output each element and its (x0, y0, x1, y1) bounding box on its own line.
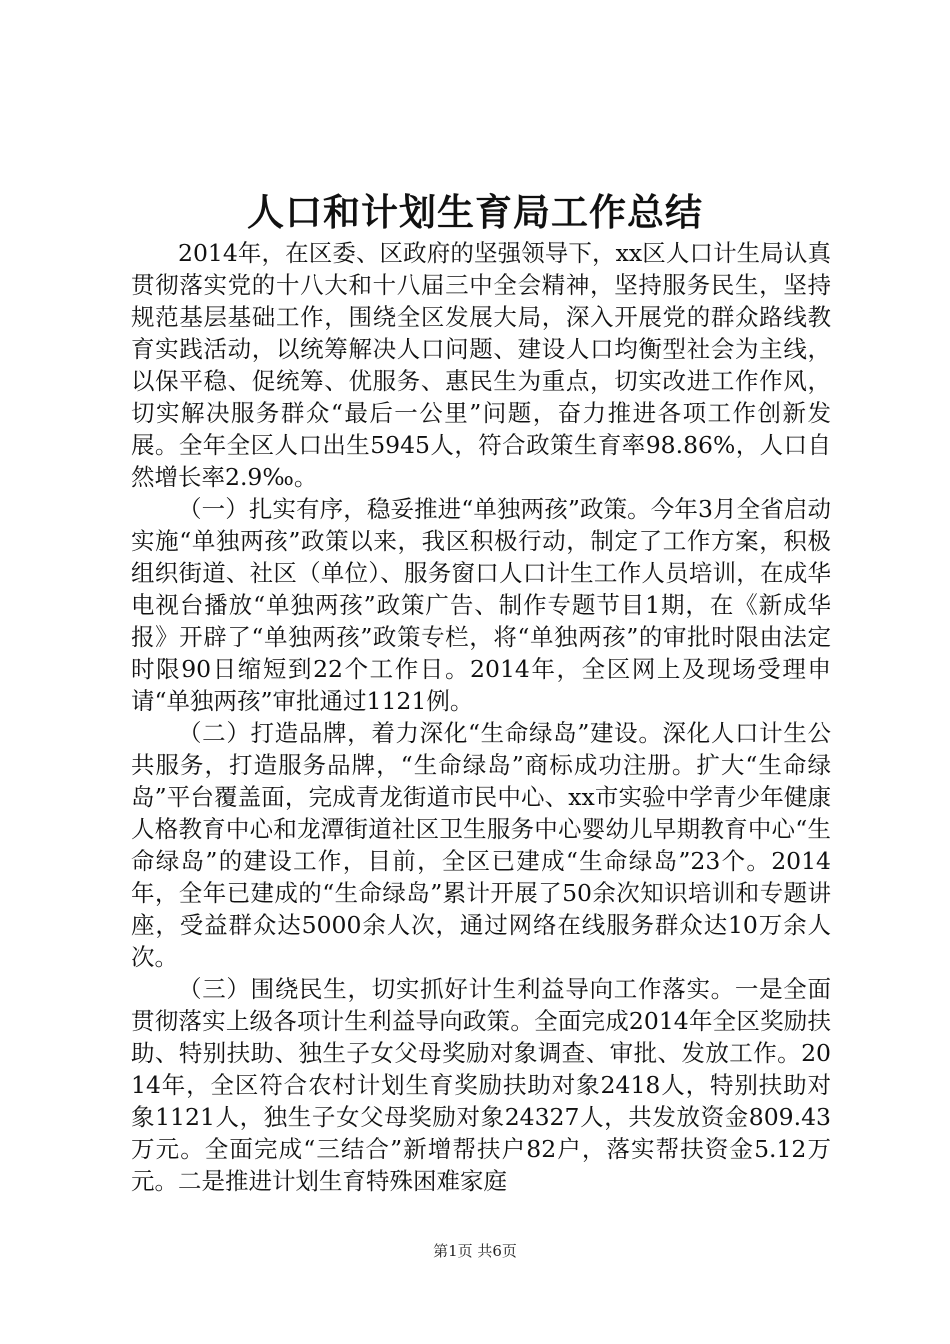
document-title: 人口和计划生育局工作总结 (247, 190, 703, 234)
paragraph-section-2: （二）打造品牌，着力深化“生命绿岛”建设。深化人口计生公共服务，打造服务品牌，“生命绿岛”商标成功注册。扩大“生命绿岛”平台覆盖面，完成青龙街道市民中心、xx市实验中学青少年健康人格教育中心和龙潭街道社区卫生服务中心婴幼儿早期教育中心“生命绿岛”的建设工作，目前，全区已建成“生命绿岛”23个。2014年，全年已建成的“生命绿岛”累计开展了50余次知识培训和专题讲座，受益群众达5000余人次，通过网络在线服务群众达10万余人次。 (131, 719, 831, 971)
paragraph-section-1: （一）扎实有序，稳妥推进“单独两孩”政策。今年3月全省启动实施“单独两孩”政策以来，我区积极行动，制定了工作方案，积极组织街道、社区（单位）、服务窗口人口计生工作人员培训，在成华电视台播放“单独两孩”政策广告、制作专题节目1期，在《新成华报》开辟了“单独两孩”政策专栏，将“单独两孩”的审批时限由法定时限90日缩短到22个工作日。2014年，全区网上及现场受理申请“单独两孩”审批通过1121例。 (131, 495, 831, 715)
paragraph-section-3: （三）围绕民生，切实抓好计生利益导向工作落实。一是全面贯彻落实上级各项计生利益导向政策。全面完成2014年全区奖励扶助、特别扶助、独生子女父母奖励对象调查、审批、发放工作。2014年，全区符合农村计划生育奖励扶助对象2418人，特别扶助对象1121人，独生子女父母奖励对象24327人，共发放资金809.43万元。全面完成“三结合”新增帮扶户82户，落实帮扶资金5.12万元。二是推进计划生育特殊困难家庭 (131, 975, 831, 1195)
paragraph-intro: 2014年，在区委、区政府的坚强领导下，xx区人口计生局认真贯彻落实党的十八大和十八届三中全会精神，坚持服务民生，坚持规范基层基础工作，围绕全区发展大局，深入开展党的群众路线教育实践活动，以统筹解决人口问题、建设人口均衡型社会为主线，以保平稳、促统筹、优服务、惠民生为重点，切实改进工作作风，切实解决服务群众“最后一公里”问题，奋力推进各项工作创新发展。全年全区人口出生5945人，符合政策生育率98.86%，人口自然增长率2.9‰。 (131, 239, 831, 491)
page-footer: 第1页 共6页 (433, 1242, 517, 1260)
document-body (131, 237, 831, 1197)
